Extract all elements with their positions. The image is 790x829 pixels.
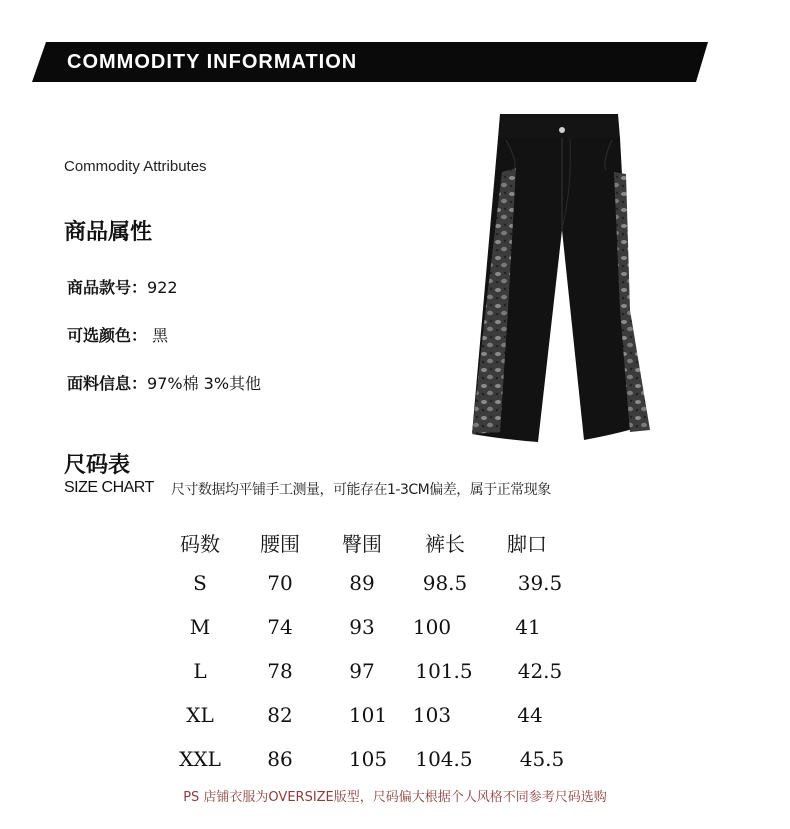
cell-hem: 44	[517, 703, 543, 727]
attribute-color	[67, 323, 168, 346]
cell-waist: 70	[267, 571, 293, 595]
table-row	[160, 615, 600, 645]
header-hip: 臀围	[342, 532, 382, 556]
header-size: 码数	[180, 532, 220, 556]
cell-hem: 41	[515, 615, 541, 639]
header-hem: 脚口	[507, 532, 547, 556]
table-row	[160, 659, 600, 689]
size-chart-heading-cn: 尺码表	[64, 453, 131, 478]
cell-hem: 39.5	[517, 571, 563, 595]
cell-hip: 93	[349, 615, 375, 639]
attribute-value: 97%棉 3%其他	[147, 374, 262, 393]
cell-size: M	[189, 615, 211, 639]
table-header	[160, 528, 600, 558]
cell-size: L	[193, 659, 207, 683]
attribute-fabric	[67, 371, 261, 394]
size-chart-note: 尺寸数据均平铺手工测量，可能存在1-3CM偏差，属于正常现象	[171, 482, 551, 498]
jeans-illustration-icon	[466, 110, 656, 445]
table-row	[160, 571, 600, 601]
cell-length: 100	[412, 615, 452, 639]
attributes-heading-en: Commodity Attributes	[64, 158, 207, 175]
cell-length: 103	[412, 703, 452, 727]
attribute-label: 面料信息：	[67, 374, 148, 393]
cell-waist: 74	[267, 615, 293, 639]
attribute-label: 可选颜色：	[67, 326, 148, 345]
cell-length: 104.5	[415, 747, 473, 771]
section-banner	[32, 42, 708, 82]
attribute-style-number	[67, 275, 178, 298]
cell-hip: 101	[348, 703, 388, 727]
attributes-heading-cn: 商品属性	[64, 220, 153, 245]
cell-waist: 82	[267, 703, 293, 727]
product-image	[466, 110, 656, 445]
header-length: 裤长	[425, 532, 465, 556]
cell-hip: 89	[349, 571, 375, 595]
footer-note: PS 店铺衣服为OVERSIZE版型，尺码偏大根据个人风格不同参考尺码选购	[183, 790, 607, 805]
cell-hem: 42.5	[517, 659, 563, 683]
cell-length: 101.5	[415, 659, 473, 683]
cell-hip: 105	[348, 747, 388, 771]
table-row	[160, 703, 600, 733]
cell-waist: 78	[267, 659, 293, 683]
cell-size: S	[193, 571, 207, 595]
cell-size: XXL	[179, 747, 221, 771]
cell-waist: 86	[267, 747, 293, 771]
attribute-value: 黑	[147, 326, 169, 345]
header-waist: 腰围	[260, 532, 300, 556]
cell-length: 98.5	[422, 571, 468, 595]
size-chart-heading-en: SIZE CHART	[64, 479, 154, 496]
cell-size: XL	[186, 703, 214, 727]
attribute-label: 商品款号：	[67, 278, 148, 297]
attribute-value: 922	[147, 278, 178, 297]
table-row	[160, 747, 600, 777]
cell-hem: 45.5	[519, 747, 565, 771]
cell-hip: 97	[349, 659, 375, 683]
banner-title: COMMODITY INFORMATION	[67, 51, 358, 73]
